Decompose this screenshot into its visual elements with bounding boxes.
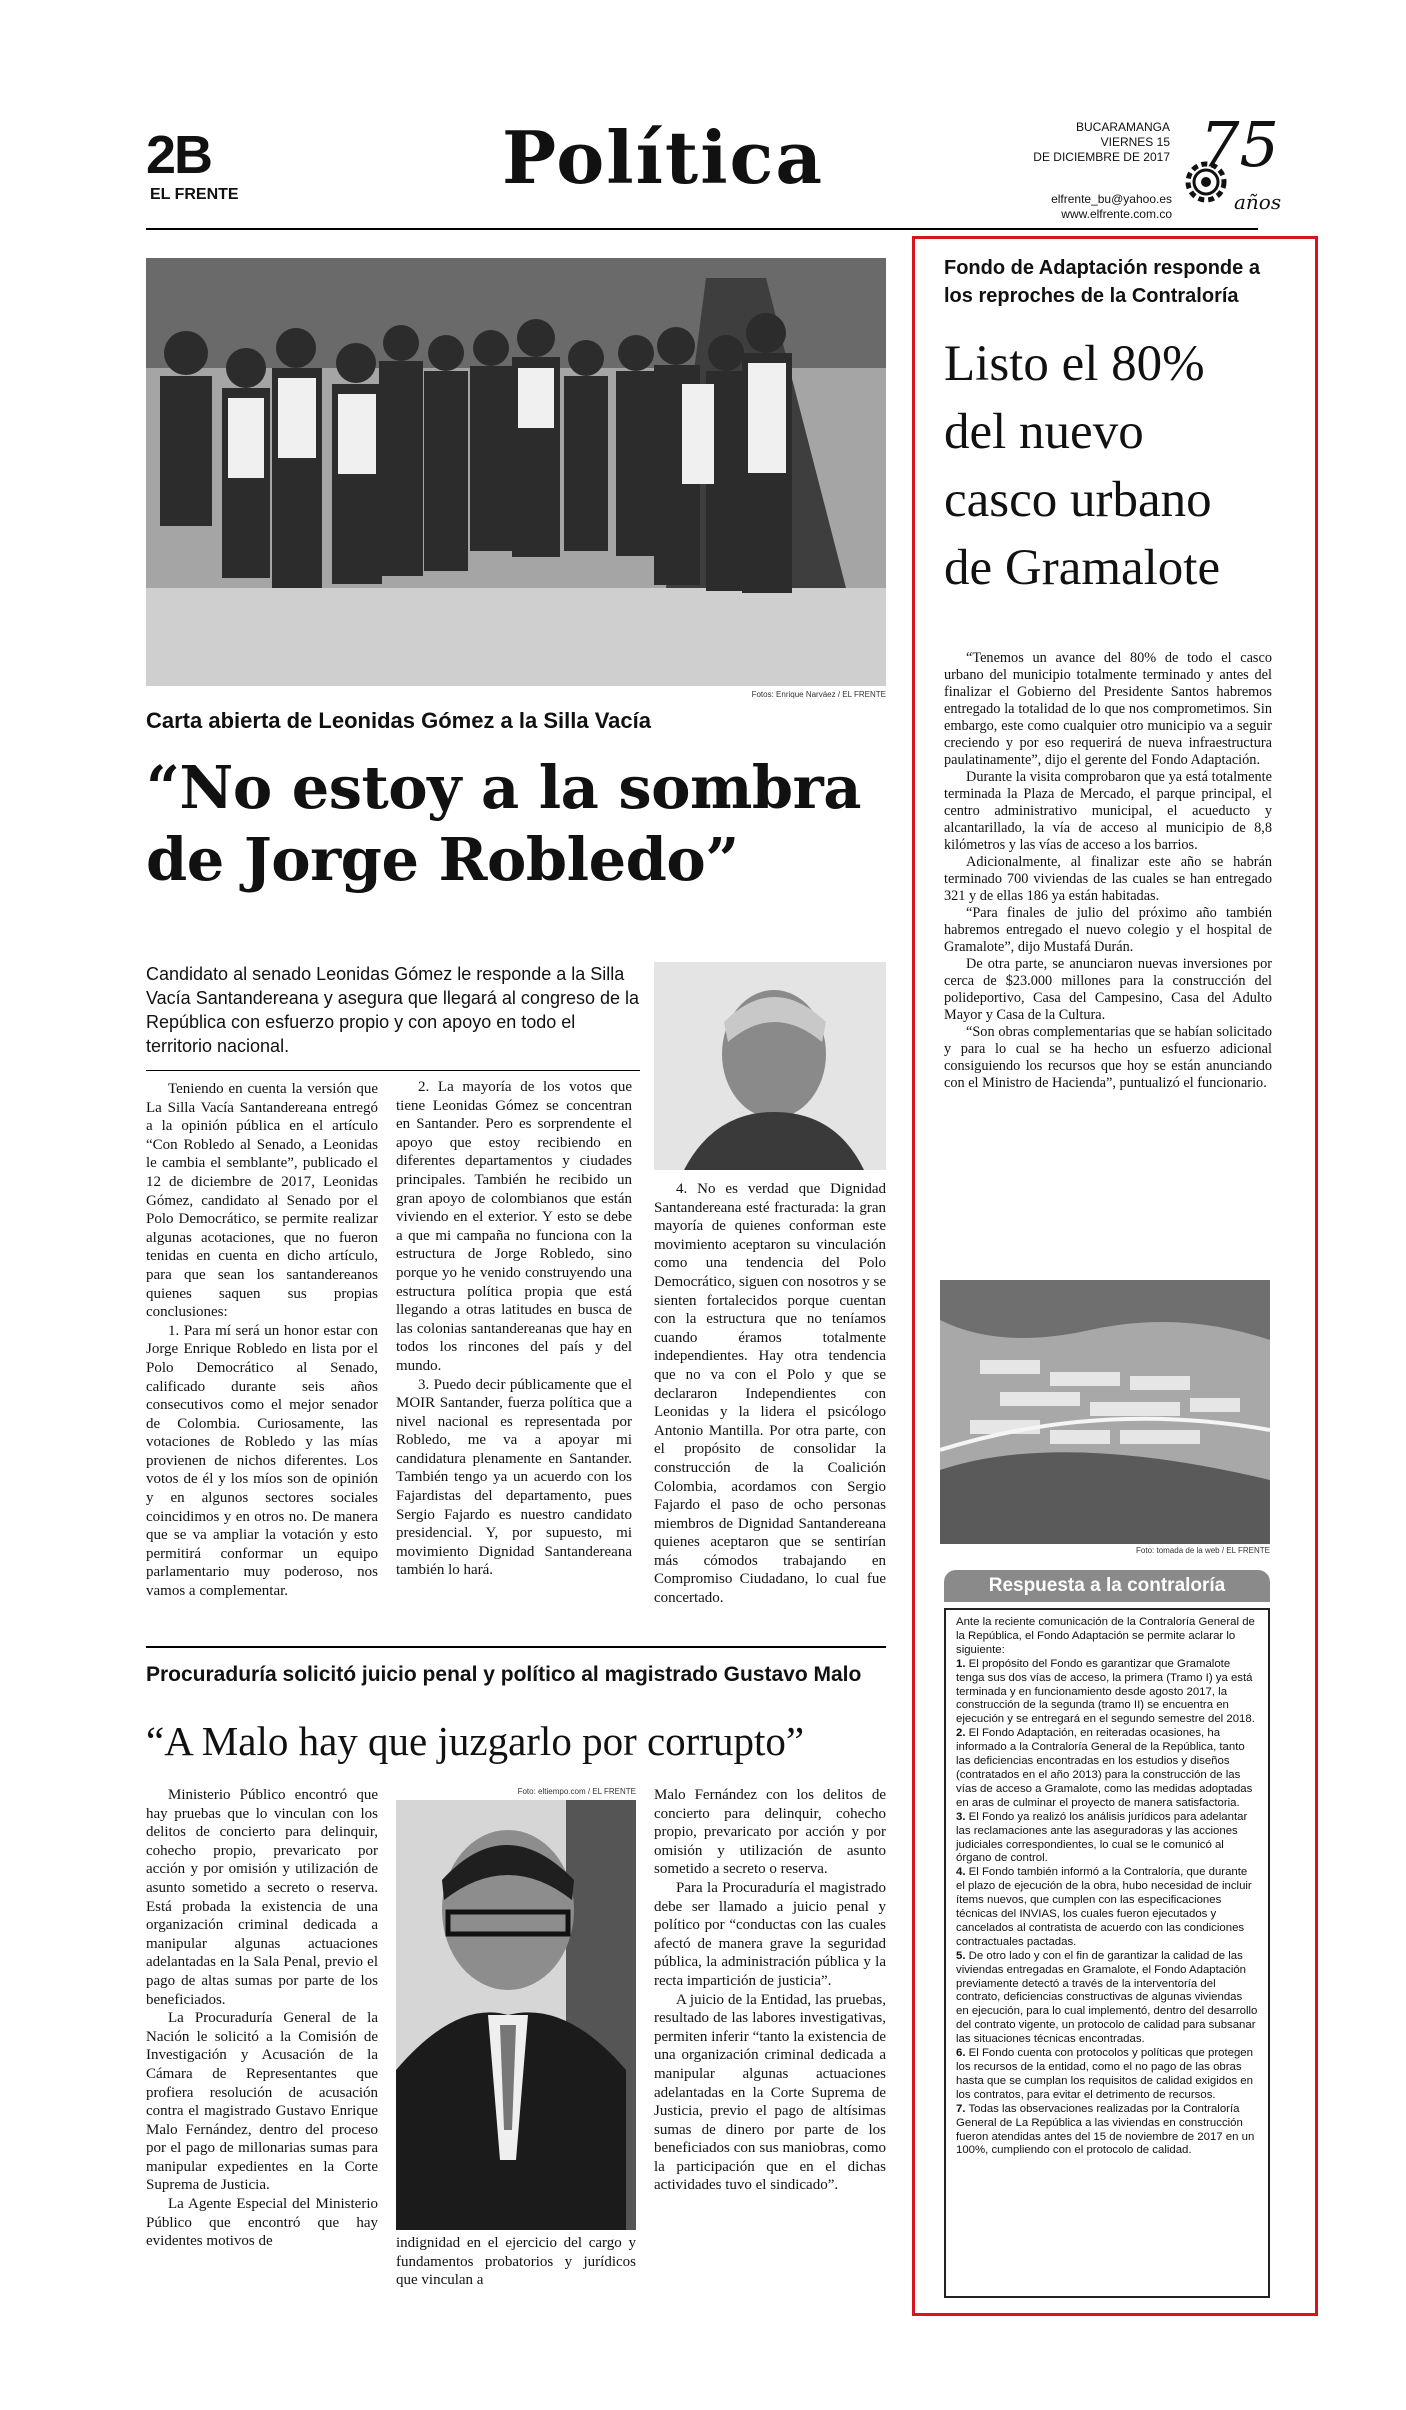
box-item-6 <box>956 2047 1258 2103</box>
city: BUCARAMANGA <box>1075 120 1170 134</box>
sidebar-headline-line3: casco urbano <box>944 472 1212 528</box>
anniversary-number: 75 <box>1200 108 1279 181</box>
sidebar-headline <box>944 330 1294 602</box>
story1-col2 <box>396 1078 632 1580</box>
story1-headline-line1: “No estoy a la sombra <box>146 753 861 822</box>
page-number: 2B <box>146 125 212 185</box>
story2-col3-p1: Malo Fernández con los delitos de concierto para delinquir, cohecho propio, prevaricato por acción y por omisión y utilización de asunto sometido a secreto o reserva. <box>654 1787 886 1878</box>
box-item-7-text: Todas las observaciones realizadas por la Contraloría General de La República a las viviendas en construcción fueron atendidas antes del 15 de noviembre de 2017 en un 100%, cumpliendo con el protocolo de calidad. <box>956 2102 1255 2157</box>
photo-credit-2: Foto: eltiempo.com / EL FRENTE <box>517 1787 636 1796</box>
sidebar-headline-line2: del nuevo <box>944 404 1144 460</box>
box-item-5 <box>956 1950 1258 2047</box>
story2-col2-p1: indignidad en el ejercicio del cargo y fundamentos probatorios y jurídicos que vinculan a <box>396 2235 636 2289</box>
story2-col1-p3: La Agente Especial del Ministerio Público que encontró que hay evidentes motivos de <box>146 2196 378 2250</box>
contact <box>1000 192 1172 222</box>
box-item-5-num: 5. <box>956 1949 966 1962</box>
sidebar-body-p3: Adicionalmente, al finalizar este año se habrán terminado 700 viviendas de las cuales se han entregado 321 y de ellas 186 ya están habitadas. <box>944 854 1272 904</box>
story2-col2-bottom <box>396 2234 636 2290</box>
date-line-2: DE DICIEMBRE DE 2017 <box>1033 150 1170 164</box>
story1-col3 <box>654 1180 886 1608</box>
dateline <box>1020 120 1170 165</box>
sidebar-headline-line1: Listo el 80% <box>944 336 1205 392</box>
gramalote-photo <box>940 1280 1270 1544</box>
story2-col1 <box>146 1786 378 2251</box>
story2-col3-p2: Para la Procuraduría el magistrado debe ser llamado a juicio penal y político por “conductas con las cuales afectó de manera grave la seguridad pública, la administración pública y la recta impartición de justicia”. <box>654 1879 886 1989</box>
box-item-2-num: 2. <box>956 1727 966 1740</box>
anniversary-logo <box>1182 108 1282 216</box>
story2-col3 <box>654 1786 886 2195</box>
sidebar-body-p5: De otra parte, se anunciaron nuevas inversiones por cerca de $23.000 millones para la construcción del polideportivo, Casa del Campesino, Casa del Adulto Mayor y Casa de la Cultura. <box>944 956 1272 1023</box>
email[interactable]: elfrente_bu@yahoo.es <box>1051 192 1172 206</box>
story2-headline: “A Malo hay que juzgarlo por corrupto” <box>146 1718 805 1764</box>
box-item-6-num: 6. <box>956 2047 966 2060</box>
box-title: Respuesta a la contraloría <box>944 1570 1270 1602</box>
story2-col1-p1: Ministerio Público encontró que hay pruebas que lo vinculan con los delitos de concierto para delinquir, cohecho propio, prevaricato por acción y por omisión y utilización de asunto sometido a secreto o reserva. Está probada la existencia de una organización criminal dedicada a manipular algunas actuaciones adelantadas en la Sala Penal, previo el pago de altas sumas por parte de los beneficiados. <box>146 1787 378 2008</box>
paper-name: EL FRENTE <box>150 186 239 203</box>
box-item-5-text: De otro lado y con el fin de garantizar la calidad de las viviendas entregadas en Gramalote, el Fondo Adaptación previamente detectó a través de la interventoría del contrato, deficiencias constructivas de algunas viviendas en ejecución, para lo cual implementó, dentro del desarrollo del contrato vigente, un protocolo de calidad para subsanar las situaciones técnicas encontradas. <box>956 1949 1258 2046</box>
anniversary-word: años <box>1234 190 1282 214</box>
sidebar-body-p1: “Tenemos un avance del 80% de todo el casco urbano del municipio totalmente terminado y antes del finalizar el Gobierno del Presidente Santos habremos entregado la totalidad de lo que nos comprometimos. Sin embargo, este como cualquier otro municipio va a seguir creciendo y por eso requerirá de nueva infraestructura paulatinamente”, dijo el gerente del Fondo Adaptación. <box>944 650 1272 768</box>
story1-col3-p1: 4. No es verdad que Dignidad Santandereana esté fracturada: la gran mayoría de quienes conforman este movimiento aceptaron su vinculación como una tendencia del Polo Democrático, siguen con nosotros y se sienten fortalecidos porque cuentan con la estructura que no teníamos cuando éramos totalmente independientes. Hay otra tendencia que no va con el Polo y que se declararon Independientes con Leonidas y la lidera el psicólogo Antonio Mantilla. Por otra parte, con el propósito de consolidar la construcción de la Coalición Colombia, acordamos con Sergio Fajardo el paso de ocho personas miembros de Dignidad Santandereana quienes aceptaron que se sentirían más cómodos trabajando en Compromiso Ciudadano, lo cual fue concertado. <box>654 1181 886 1607</box>
box-item-4 <box>956 1866 1258 1949</box>
portrait-photo <box>654 962 886 1170</box>
box-item-4-num: 4. <box>956 1866 966 1879</box>
group-photo-image <box>146 258 886 686</box>
sidebar-body-p6: “Son obras complementarias que se habían solicitado y para lo cual se ha hecho un esfuerzo adicional consiguiendo los recursos que hoy se están anunciando con el Ministro de Hacienda”, puntualizó el funcionario. <box>944 1024 1272 1091</box>
photo-credit-3: Foto: tomada de la web / EL FRENTE <box>1136 1546 1270 1555</box>
story1-headline-line2: de Jorge Robledo” <box>146 825 739 894</box>
box-item-3-text: El Fondo ya realizó los análisis jurídicos para adelantar las reclamaciones ante las aseguradoras y las acciones judiciales correspondientes, lo cual se le comunicó al órgano de control. <box>956 1810 1248 1865</box>
story1-kicker: Carta abierta de Leonidas Gómez a la Silla Vacía <box>146 708 651 733</box>
story1-col2-p1: 2. La mayoría de los votos que tiene Leonidas Gómez se concentran en Santander. Pero es sorprendente el apoyo que estoy recibiendo en diferentes departamentos y ciudades principales. También he recibido un gran apoyo de colombianos que están viviendo en el exterior. Y esto se debe a que mi campaña no funciona con la estructura de Jorge Robledo, sino porque yo he venido construyendo una estructura política propia que está llegando a otras latitudes en busca de las colonias santandereanas que hay en todos los rincones del país y del mundo. <box>396 1079 632 1374</box>
photo-credit-1: Fotos: Enrique Narváez / EL FRENTE <box>751 690 886 699</box>
box-item-1-num: 1. <box>956 1657 966 1670</box>
magistrate-image <box>396 1800 636 2230</box>
group-photo <box>146 258 886 686</box>
masthead-rule <box>146 228 1258 230</box>
date-line-1: VIERNES 15 <box>1100 135 1170 149</box>
story1-lead: Candidato al senado Leonidas Gómez le responde a la Silla Vacía Santandereana y asegura que llegará al congreso de la República con esfuerzo propio y con apoyo en todo el territorio nacional. <box>146 964 640 1056</box>
story1-col1 <box>146 1080 378 1601</box>
story1-col1-p2: 1. Para mí será un honor estar con Jorge Enrique Robledo en lista por el Polo Democrático al Senado, calificado durante seis años consecutivos como el mejor senador de Colombia. Curiosamente, las votaciones de Robledo y las mías provienen de nichos diferentes. Los votos de él y los míos son de opinión y en algunos sectores sociales coincidimos y en otros no. De manera que se va ampliar la votación y esto permitirá conformar un equipo parlamentario muy poderoso, nos vamos a complementar. <box>146 1322 378 1600</box>
lead-rule <box>146 1070 640 1071</box>
magistrate-photo <box>396 1800 636 2230</box>
box-intro: Ante la reciente comunicación de la Contraloría General de la República, el Fondo Adaptación se permite aclarar lo siguiente: <box>956 1616 1255 1656</box>
box-item-2-text: El Fondo Adaptación, en reiteradas ocasiones, ha informado a la Contraloría General de la República, tanto las deficiencias encontradas en los estudios y diseños (contratados en el año 2013) para la construcción de las vías de acceso a Gramalote, como las medidas adoptadas en aras de culminar el proyecto de manera satisfactoria. <box>956 1727 1253 1809</box>
section-title: Política <box>502 115 825 200</box>
sidebar-headline-line4: de Gramalote <box>944 540 1221 596</box>
story1-headline <box>146 752 886 896</box>
box-item-4-text: El Fondo también informó a la Contraloría, que durante el plazo de ejecución de la obra, hubo necesidad de incluir ítems nuevos, que cumplen con las especificaciones técnicas del INVIAS, los cuales fueron ejecutados y cancelados al contratista de acuerdo con las condiciones contractuales pactadas. <box>956 1866 1252 1948</box>
sidebar-kicker: Fondo de Adaptación responde a los reproches de la Contraloría <box>944 257 1260 307</box>
box-item-1 <box>956 1658 1258 1728</box>
story1-col2-p2: 3. Puedo decir públicamente que el MOIR Santander, fuerza política que a nivel nacional es representada por Robledo, me va a apoyar mi candidatura plenamente en Santander. También tengo ya un acuerdo con los Fajardistas del departamento, pues Sergio Fajardo es nuestro candidato presidencial. Y, por supuesto, mi movimiento Dignidad Santandereana también lo hará. <box>396 1376 632 1579</box>
portrait-image <box>654 962 886 1170</box>
box-item-1-text: El propósito del Fondo es garantizar que Gramalote tenga sus dos vías de acceso, la primera (Tramo I) ya está terminada y en funcionamiento desde agosto 2017, la construcción de la segunda (tramo II) se encuentra en ejecución y se entregará en el segundo semestre del 2018. <box>956 1657 1255 1726</box>
sidebar-body-p2: Durante la visita comprobaron que ya está totalmente terminada la Plaza de Mercado, el parque principal, el centro administrativo municipal, el acueducto y alcantarillado, la vía de acceso al municipio de 8,8 kilómetros y las vías de acceso a los barrios. <box>944 769 1272 853</box>
box-item-7 <box>956 2103 1258 2159</box>
box-item-3 <box>956 1811 1258 1867</box>
story1-col1-p1: Teniendo en cuenta la versión que La Silla Vacía Santandereana entregó a la opinión pública en el artículo “Con Robledo al Senado, a Leonidas le cambia el semblante”, publicado el 12 de diciembre de 2017, Leonidas Gómez, candidato al Senado por el Polo Democrático, se permite realizar algunas acotaciones, que no fueron tenidas en cuenta en dicho artículo, para que sean los santandereanos quienes saquen sus propias conclusiones: <box>146 1081 378 1321</box>
box-item-2 <box>956 1727 1258 1810</box>
box-item-3-num: 3. <box>956 1810 966 1823</box>
gramalote-image <box>940 1280 1270 1544</box>
box-item-6-text: El Fondo cuenta con protocolos y políticas que protegen los recursos de la entidad, como el no pago de las obras hasta que se cumplan los requisitos de calidad exigidos en los contratos, para evitar el detrimento de recursos. <box>956 2047 1253 2101</box>
sidebar-body <box>944 650 1272 1092</box>
response-box <box>944 1608 1270 2298</box>
website[interactable]: www.elfrente.com.co <box>1061 207 1172 221</box>
story2-kicker: Procuraduría solicitó juicio penal y político al magistrado Gustavo Malo <box>146 1663 862 1686</box>
sidebar-body-p4: “Para finales de julio del próximo año también habremos entregado el nuevo colegio y el hospital de Gramalote”, dijo Mustafá Durán. <box>944 905 1272 955</box>
box-item-7-num: 7. <box>956 2102 966 2115</box>
story2-col3-p3: A juicio de la Entidad, las pruebas, resultado de las labores investigativas, permiten inferir “tanto la existencia de una organización criminal dedicada a manipular algunas actuaciones adelantadas en la Corte Suprema de Justicia, previo el pago de altísimas sumas de dinero por parte de los beneficiados con sus maniobras, como la participación que en el dichas actividades tuvo el sindicado”. <box>654 1991 886 2194</box>
story2-col1-p2: La Procuraduría General de la Nación le solicitó a la Comisión de Investigación y Acusación de la Cámara de Representantes que profiera resolución de acusación contra el magistrado Gustavo Enrique Malo Fernández, dentro del proceso por el pago de millonarias sumas para manipular expedientes en la Corte Suprema de Justicia. <box>146 2010 378 2194</box>
story-divider <box>146 1646 886 1648</box>
